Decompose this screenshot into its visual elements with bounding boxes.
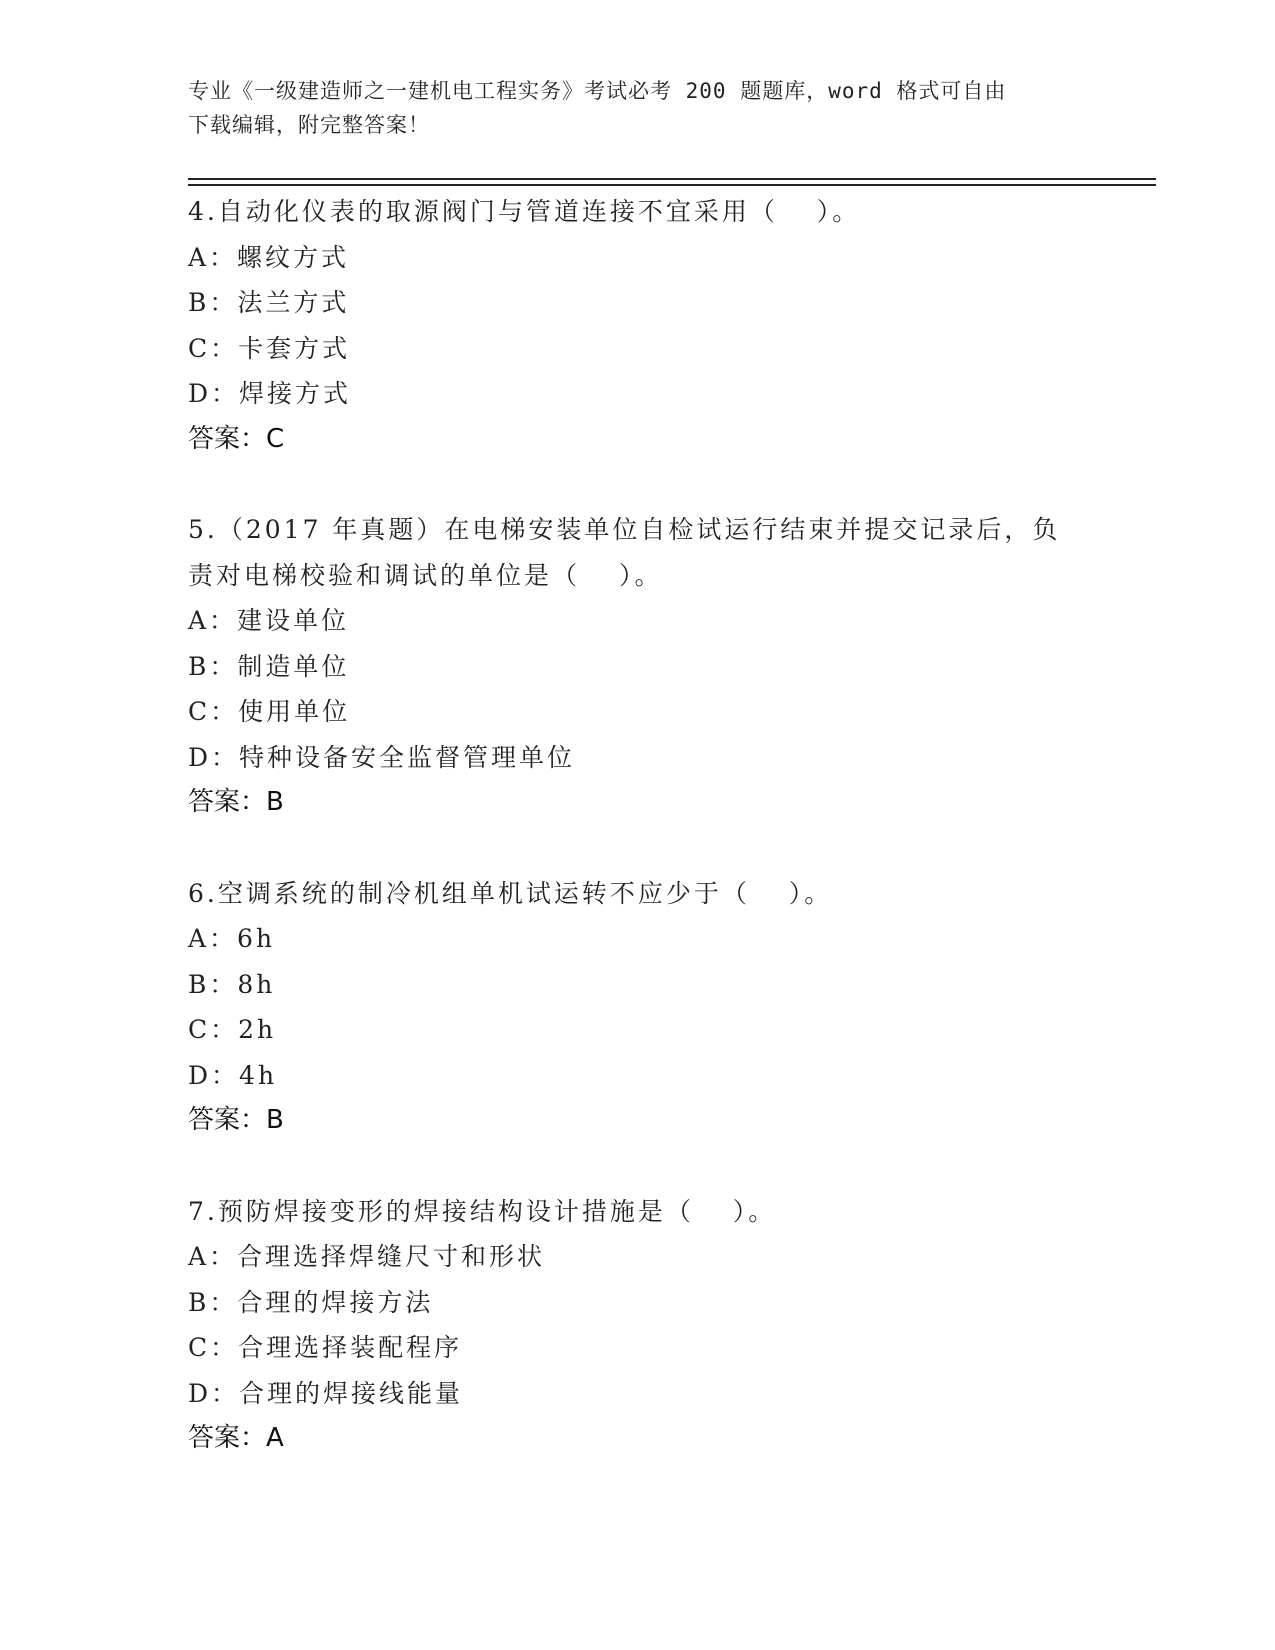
option-a: A：螺纹方式 [188,242,350,272]
option-d: D：4h [188,1060,278,1090]
question-stem-continued: 责对电梯校验和调试的单位是（ ）。 [188,560,663,590]
question-4 [188,189,1088,462]
option-c: C：使用单位 [188,697,351,726]
option-d: D：特种设备安全监督管理单位 [188,742,576,772]
question-stem: 4.自动化仪表的取源阀门与管道连接不宜采用（ ）。 [188,197,861,226]
option-c: C：合理选择装配程序 [188,1333,463,1362]
option-a: A：6h [188,924,276,953]
question-stem: 6.空调系统的制冷机组单机试运转不应少于（ ）。 [188,878,833,908]
question-stem: 7.预防焊接变形的焊接结构设计措施是（ ）。 [188,1196,777,1226]
answer: 答案：A [188,1423,284,1453]
option-b: B：制造单位 [188,651,350,681]
header-line-2: 下载编辑，附完整答案！ [188,113,430,137]
option-d: D：焊接方式 [188,379,352,408]
option-a: A：合理选择焊缝尺寸和形状 [188,1242,546,1271]
option-b: B：8h [188,969,276,999]
header-divider-bottom [188,184,1156,186]
option-c: C：卡套方式 [188,333,351,363]
option-a: A：建设单位 [188,606,350,635]
option-c: C：2h [188,1015,277,1044]
question-5 [188,507,1088,826]
option-b: B：法兰方式 [188,288,350,317]
answer: 答案：B [188,787,284,817]
header-divider-top [188,178,1156,180]
option-d: D：合理的焊接线能量 [188,1378,464,1408]
question-6 [188,871,1088,1144]
answer: 答案：B [188,1105,284,1135]
question-list [188,189,1088,1507]
answer: 答案：C [188,423,285,454]
header-line-1: 专业《一级建造师之一建机电工程实务》考试必考 200 题题库，word 格式可自由 [188,79,1007,103]
question-7 [188,1189,1088,1462]
option-b: B：合理的焊接方法 [188,1287,434,1317]
document-header [188,74,1088,142]
question-stem: 5.（2017 年真题）在电梯安装单位自检试运行结束并提交记录后，负 [188,515,1061,544]
